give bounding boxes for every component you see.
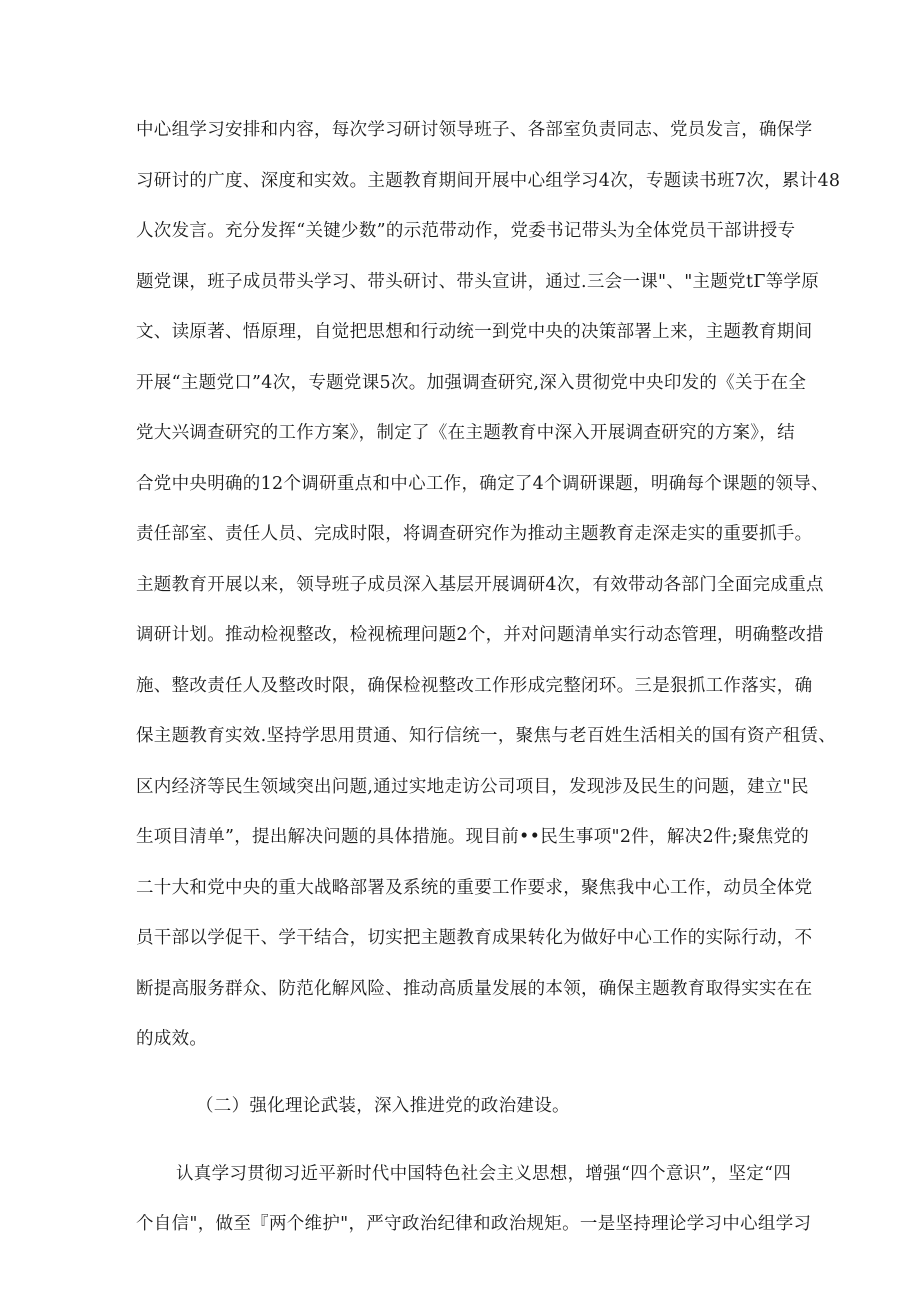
paragraph-line: 的成效。 <box>136 1029 208 1049</box>
paragraph-line: 习研讨的广度、深度和实效。主题教育期间开展中心组学习4次，专题读书班7次，累计48 <box>136 171 841 191</box>
paragraph-line: 中心组学习安排和内容，每次学习研讨领导班子、各部室负责同志、党员发言，确保学 <box>136 120 813 140</box>
paragraph-line: 题党课，班子成员带头学习、带头研讨、带头宣讲，通过.三会一课"、"主题党tΓ等学原 <box>136 272 820 292</box>
paragraph-line: 认真学习贯彻习近平新时代中国特色社会主义思想，增强“四个意识”，坚定“四 <box>176 1164 792 1184</box>
paragraph-line: 开展“主题党口”4次，专题党课5次。加强调查研究,深入贯彻党中央印发的《关于在全 <box>136 373 807 393</box>
paragraph-line: 二十大和党中央的重大战略部署及系统的重要工作要求，聚焦我中心工作，动员全体党 <box>136 878 813 898</box>
paragraph-line: 人次发言。充分发挥“关键少数”的示范带动作，党委书记带头为全体党员干部讲授专 <box>136 221 796 241</box>
paragraph-line: 责任部室、责任人员、完成时限，将调查研究作为推动主题教育走深走实的重要抓手。 <box>136 524 813 544</box>
paragraph-line: 主题教育开展以来，领导班子成员深入基层开展调研4次，有效带动各部门全面完成重点 <box>136 575 824 595</box>
paragraph-line: 断提高服务群众、防范化解风险、推动高质量发展的本领，确保主题教育取得实实在在 <box>136 979 813 999</box>
section-heading: （二）强化理论武装，深入推进党的政治建设。 <box>196 1096 570 1116</box>
paragraph-line: 区内经济等民生领域突出问题,通过实地走访公司项目，发现涉及民生的问题，建立"民 <box>136 777 809 797</box>
paragraph-line: 施、整改责任人及整改时限，确保检视整改工作形成完整闭环。三是狠抓工作落实，确 <box>136 676 813 696</box>
paragraph-line: 个自信"，做至『两个维护"，严守政治纪律和政治规矩。一是坚持理论学习中心组学习 <box>136 1214 812 1234</box>
paragraph-line: 党大兴调查研究的工作方案》，制定了《在主题教育中深入开展调查研究的方案》，结 <box>136 423 795 443</box>
paragraph-line: 调研计划。推动检视整改，检视梳理问题2个，并对问题清单实行动态管理，明确整改措 <box>136 625 824 645</box>
paragraph-line: 合党中央明确的12个调研重点和中心工作，确定了4个调研课题，明确每个课题的领导、 <box>136 474 829 494</box>
paragraph-line: 文、读原著、悟原理，自觉把思想和行动统一到党中央的决策部署上来，主题教育期间 <box>136 322 813 342</box>
paragraph-line: 员干部以学促干、学干结合，切实把主题教育成果转化为做好中心工作的实际行动，不 <box>136 928 813 948</box>
paragraph-line: 生项目清单”，提出解决问题的具体措施。现目前••民生事项"2件，解决2件;聚焦党的 <box>136 827 810 847</box>
paragraph-line: 保主题教育实效.坚持学思用贯通、知行信统一，聚焦与老百姓生活相关的国有资产租赁、 <box>136 726 837 746</box>
